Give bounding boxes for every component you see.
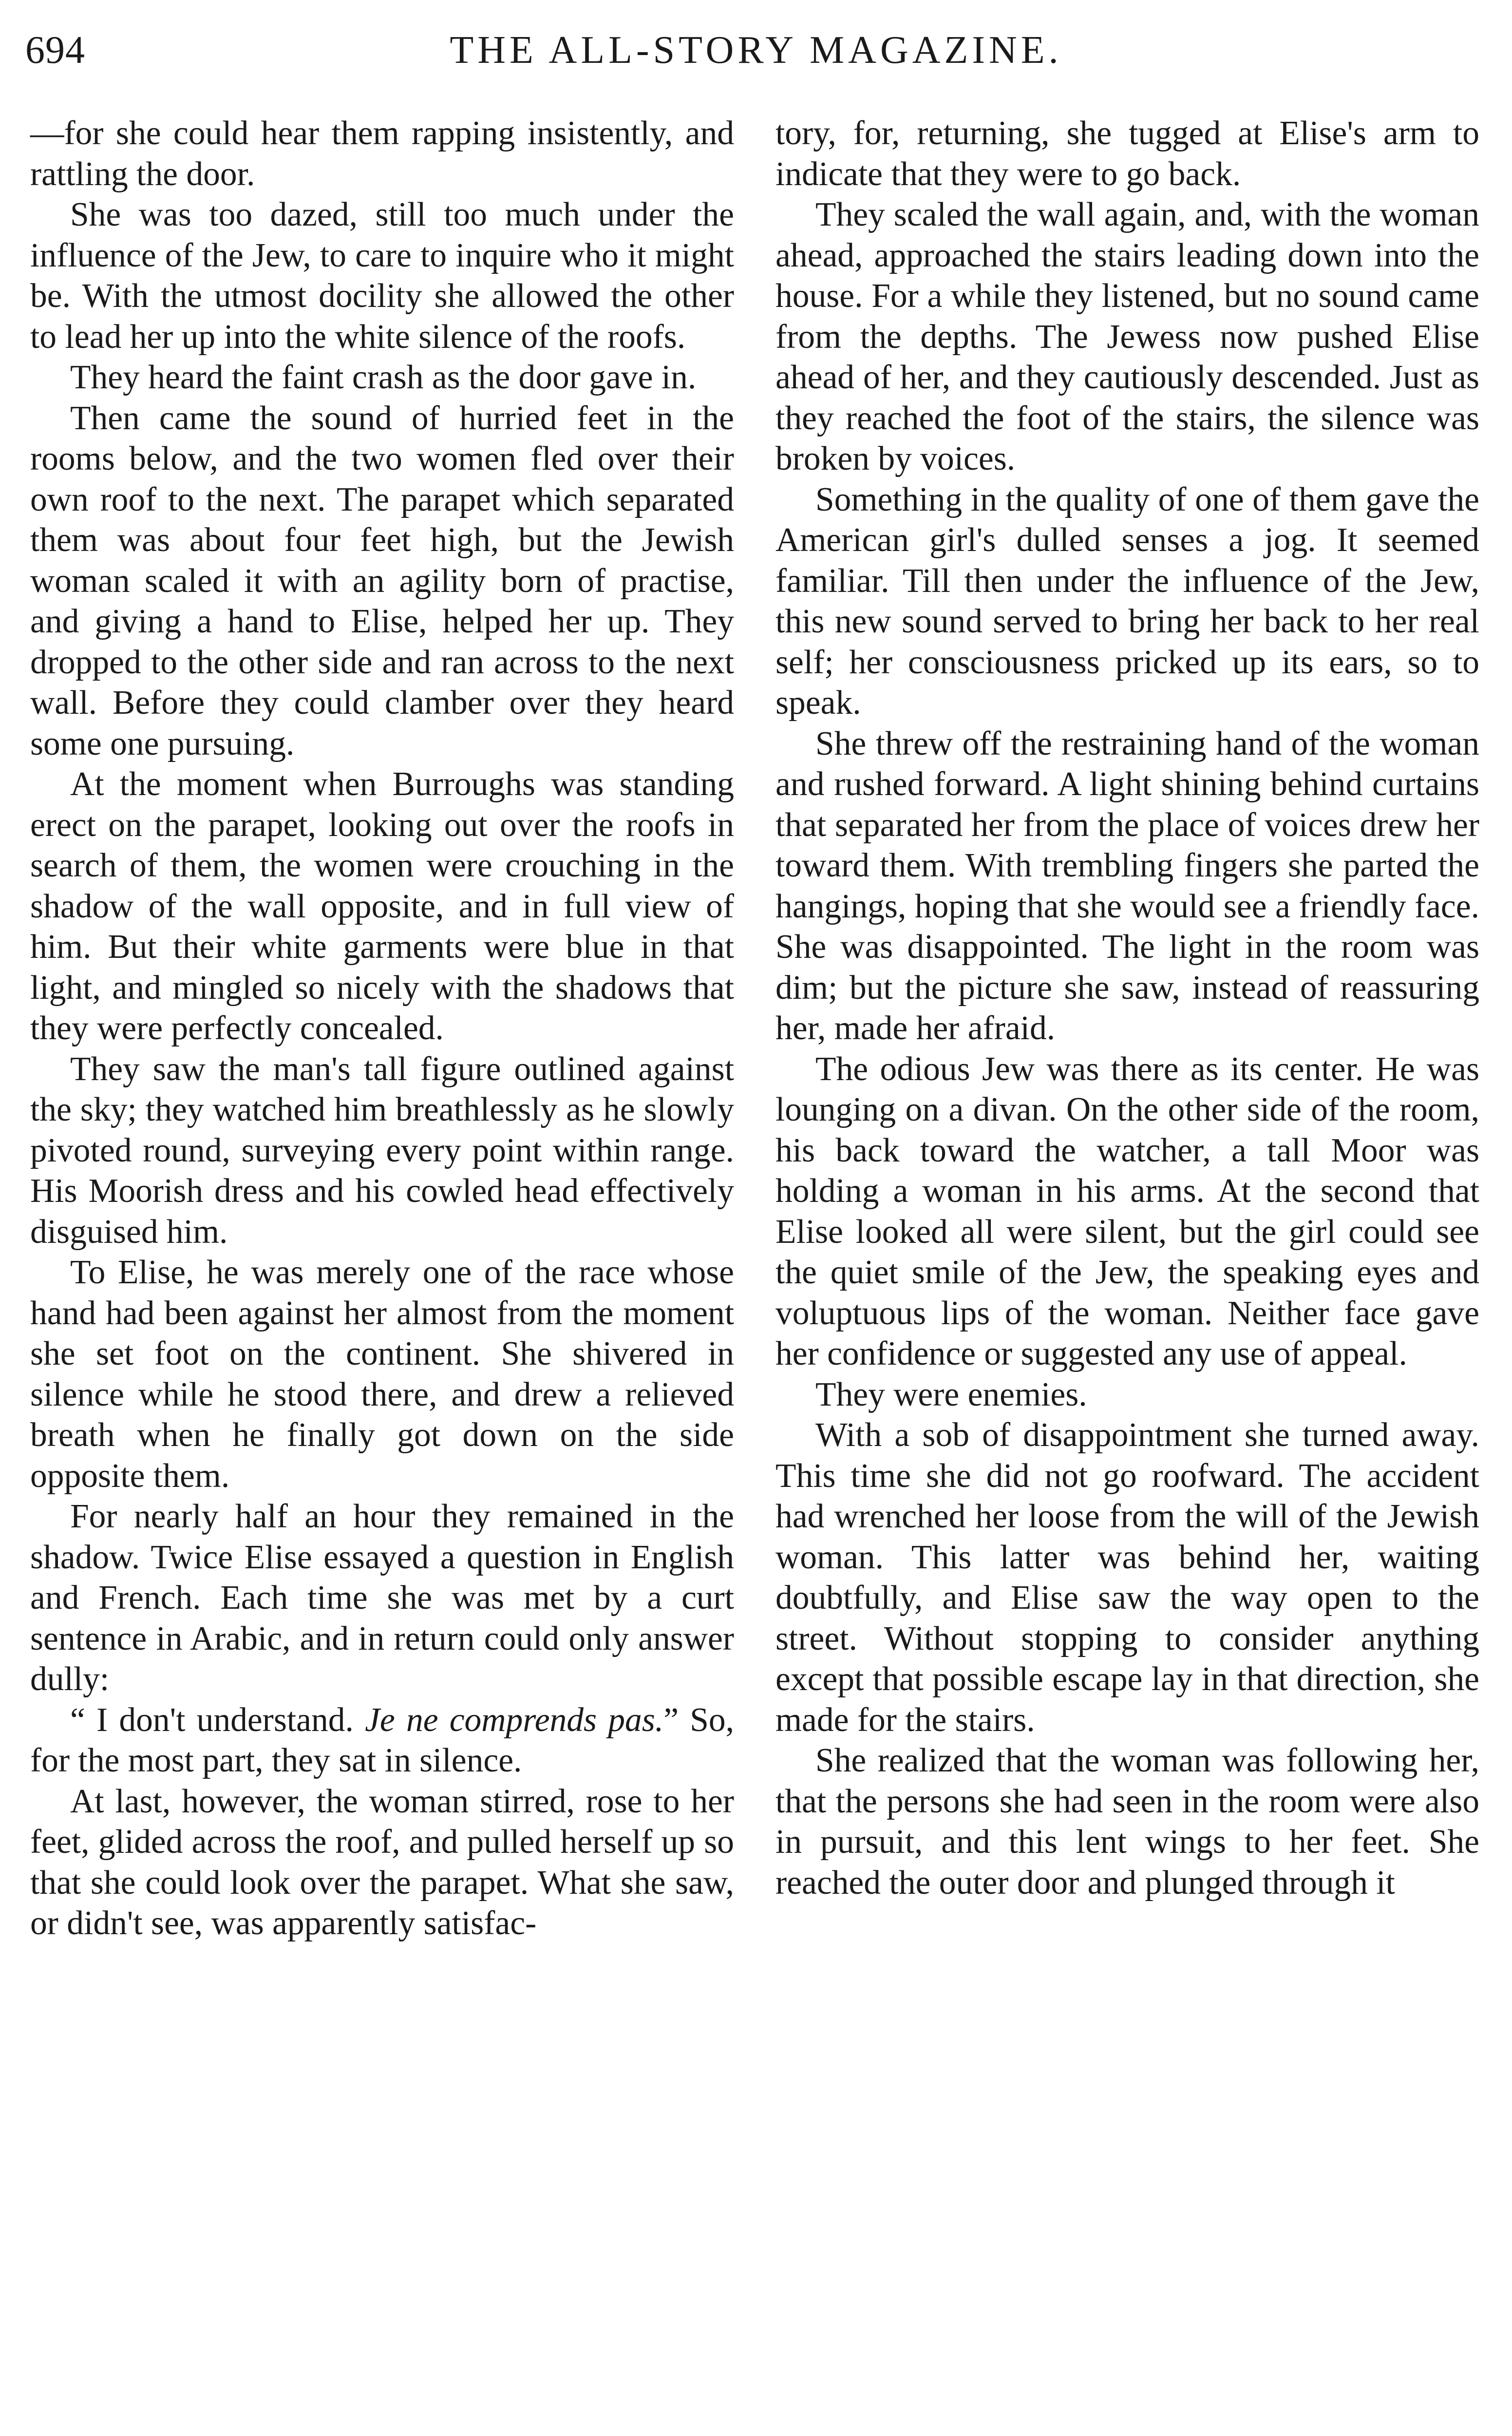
page-header (25, 19, 1487, 93)
paragraph: She threw off the restraining hand of the woman and rushed forward. A light shining behind curtains that separated her from the place of voices drew her toward them. With trembling fingers she parted the hangings, hoping that she would see a friendly face. She was disappointed. The light in the room was dim; but the picture she saw, instead of reassuring her, made her afraid. (775, 724, 1479, 1047)
paragraph: She realized that the woman was following her, that the persons she had seen in the room were also in pursuit, and this lent wings to her feet. She reached the outer door and plunged through it (775, 1742, 1479, 1902)
paragraph: They saw the man's tall figure outlined against the sky; they watched him breathlessly as he slowly pivoted round, surveying every point within range. His Moorish dress and his cowled head effectively disguised him. (30, 1050, 734, 1251)
paragraph: For nearly half an hour they remained in the shadow. Twice Elise essayed a question in English and French. Each time she was met by a curt sentence in Arabic, and in return could only answer dully: (30, 1498, 734, 1698)
paragraph: They heard the faint crash as the door gave in. (70, 359, 697, 396)
paragraph: With a sob of disappointment she turned away. This time she did not go roofward. The accident had wrenched her loose from the will of the Jewish woman. This latter was behind her, waiting doubtfully, and Elise saw the way open to the street. Without stopping to consider anything except that possible escape lay in that direction, she made for the stairs. (775, 1416, 1479, 1739)
paragraph: To Elise, he was merely one of the race whose hand had been against her almost from the moment she set foot on the continent. She shivered in silence while he stood there, and drew a relieved breath when he finally got down on the side opposite them. (30, 1254, 734, 1495)
paragraph: At the moment when Burroughs was standing erect on the parapet, looking out over the roofs in search of them, the women were crouching in the shadow of the wall opposite, and in full view of him. But their white garments were blue in that light, and mingled so nicely with the shadows that they were perfectly concealed. (30, 765, 734, 1047)
left-column (30, 113, 734, 1944)
paragraph: —for she could hear them rapping insistently, and rattling the door. (30, 114, 734, 193)
paragraph: tory, for, returning, she tugged at Elise's arm to indicate that they were to go back. (775, 114, 1479, 193)
magazine-title: THE ALL-STORY MAGAZINE. (450, 29, 1062, 72)
right-column (775, 113, 1479, 1903)
paragraph: They were enemies. (815, 1375, 1087, 1413)
quote-close: ” So, for the most part, they sat in silence. (30, 1701, 734, 1779)
paragraph: At last, however, the woman stirred, rose to her feet, glided across the roof, and pulled herself up so that she could look over the parapet. What she saw, or didn't see, was apparently satisfac- (30, 1782, 734, 1942)
paragraph: She was too dazed, still too much under the influence of the Jew, to care to inquire who it might be. With the utmost docility she allowed the other to lead her up into the white silence of the roofs. (30, 196, 734, 356)
quote-open: “ I don't understand. (70, 1701, 365, 1739)
paragraph: They scaled the wall again, and, with the woman ahead, approached the stairs leading down into the house. For a while they listened, but no sound came from the depths. The Jewess now pushed Elise ahead of her, and they cautiously descended. Just as they reached the foot of the stairs, the silence was broken by voices. (775, 196, 1479, 477)
page-number: 694 (25, 29, 85, 72)
paragraph: The odious Jew was there as its center. He was lounging on a divan. On the other side of the room, his back toward the watcher, a tall Moor was holding a woman in his arms. At the second that Elise looked all were silent, but the girl could see the quiet smile of the Jew, the speaking eyes and voluptuous lips of the woman. Neither face gave her confidence or suggested any use of appeal. (775, 1050, 1479, 1372)
french-phrase: Je ne comprends pas. (365, 1701, 664, 1739)
paragraph: Something in the quality of one of them gave the American girl's dulled senses a jog. It seemed familiar. Till then under the influence of the Jew, this new sound served to bring her back to her real self; her consciousness pricked up its ears, so to speak. (775, 480, 1479, 722)
paragraph: Then came the sound of hurried feet in the rooms below, and the two women fled over their own roof to the next. The parapet which separated them was about four feet high, but the Jewish woman scaled it with an agility born of practise, and giving a hand to Elise, helped her up. They dropped to the other side and ran across to the next wall. Before they could clamber over they heard some one pursuing. (30, 399, 734, 762)
quote-paragraph (30, 1700, 734, 1781)
